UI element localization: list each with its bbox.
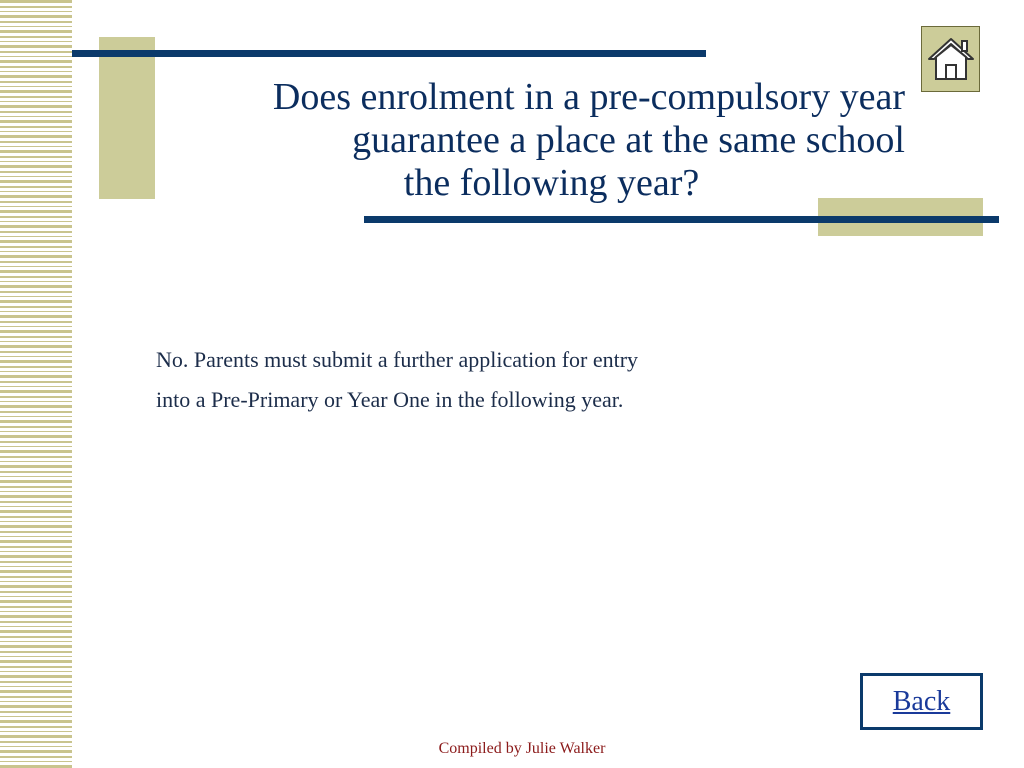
title-line-1: Does enrolment in a pre-compulsory year bbox=[272, 76, 905, 118]
decorative-stripe-bar bbox=[0, 0, 72, 768]
slide-title bbox=[140, 76, 905, 205]
answer-text bbox=[156, 340, 876, 420]
title-rule-top bbox=[72, 50, 706, 57]
back-button[interactable] bbox=[860, 673, 983, 730]
answer-line-2: into a Pre-Primary or Year One in the following year. bbox=[156, 387, 624, 412]
title-rule-bottom bbox=[364, 216, 999, 223]
answer-line-1: No. Parents must submit a further application for entry bbox=[156, 347, 639, 372]
footer-credit: Compiled by Julie Walker bbox=[438, 740, 606, 757]
home-button[interactable] bbox=[921, 26, 980, 92]
title-line-2: guarantee a place at the same school bbox=[352, 119, 905, 161]
title-line-3: the following year? bbox=[403, 162, 700, 204]
back-link[interactable]: Back bbox=[892, 685, 951, 717]
